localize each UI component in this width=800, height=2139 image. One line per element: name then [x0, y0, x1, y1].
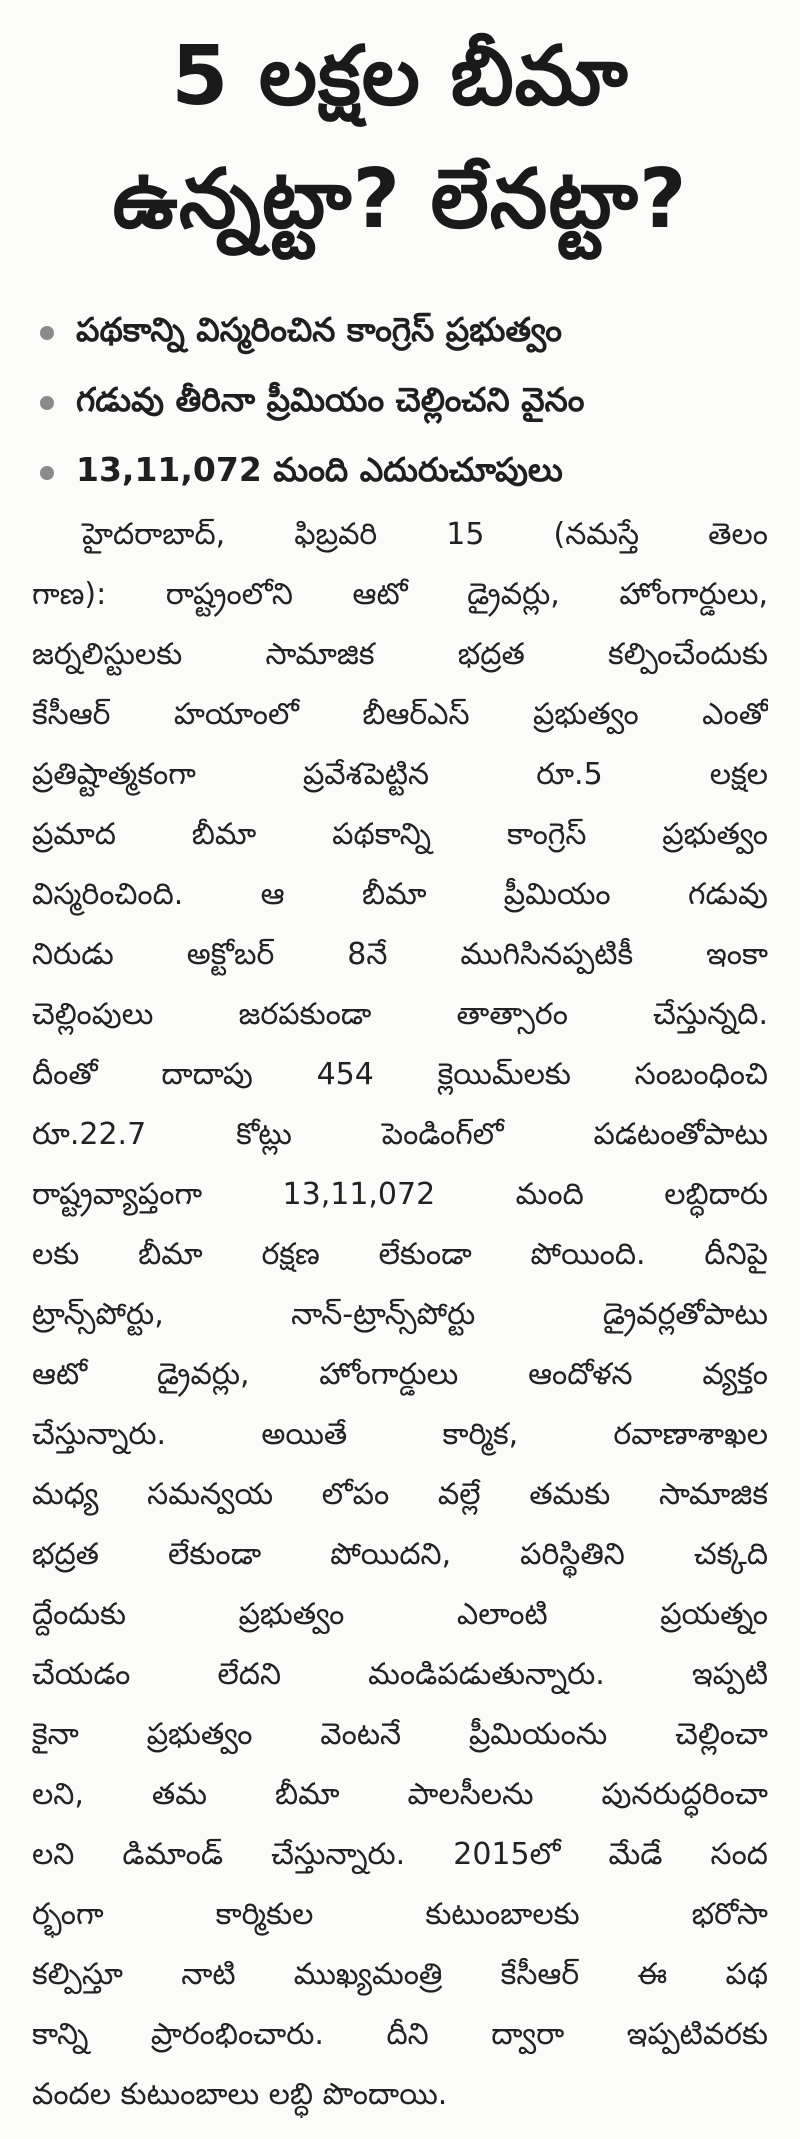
subheadline-text: గడువు తీరినా ప్రీమియం చెల్లించని వైనం: [76, 379, 585, 419]
headline-line-1: 5 లక్షల బీమా: [171, 29, 629, 124]
article-line: కాన్ని ప్రారంభించారు. దీని ద్వారా ఇప్పటివరకు: [32, 2017, 768, 2052]
article-line: ర్భంగా కార్మికుల కుటుంబాలకు భరోసా: [32, 1897, 768, 1932]
article-line: చేస్తున్నారు. అయితే కార్మిక, రవాణాశాఖల: [32, 1417, 768, 1452]
article-line: ప్రతిష్టాత్మకంగా ప్రవేశపెట్టిన రూ.5 లక్షల: [32, 757, 768, 792]
article-line: జర్నలిస్టులకు సామాజిక భద్రత కల్పించేందుకు: [32, 637, 768, 672]
subheadline-item: [40, 438, 770, 508]
subheadline-list: [40, 298, 770, 508]
bullet-icon: [40, 326, 54, 340]
article-line: లని డిమాండ్ చేస్తున్నారు. 2015లో మేడే సంద: [32, 1837, 768, 1872]
article-line: రూ.22.7 కోట్లు పెండింగ్‌లో పడటంతోపాటు: [32, 1117, 768, 1152]
article-line: గాణ): రాష్ట్రంలోని ఆటో డ్రైవర్లు, హోంగార్డులు,: [32, 577, 768, 612]
article-line: హైదరాబాద్, ఫిబ్రవరి 15 (నమస్తే తెలం: [82, 517, 768, 552]
subheadline-text: 13,11,072 మంది ఎదురుచూపులు: [76, 449, 563, 489]
article-line: కైనా ప్రభుత్వం వెంటనే ప్రీమియంను చెల్లించా: [32, 1717, 768, 1752]
bullet-icon: [40, 466, 54, 480]
article-line: మధ్య సమన్వయ లోపం వల్లే తమకు సామాజిక: [32, 1477, 768, 1512]
article-line: చేయడం లేదని మండిపడుతున్నారు. ఇప్పటి: [32, 1657, 768, 1692]
article-line: నిరుడు అక్టోబర్ 8నే ముగిసినప్పటికీ ఇంకా: [32, 937, 768, 972]
article-line: ద్దేందుకు ప్రభుత్వం ఎలాంటి ప్రయత్నం: [32, 1597, 768, 1632]
headline-line-2: ఉన్నట్టా? లేనట్టా?: [112, 152, 688, 247]
article-line: ట్రాన్స్‌పోర్టు, నాన్-ట్రాన్స్‌పోర్టు డ్రైవర్లతోపాటు: [32, 1297, 768, 1332]
article-line: విస్మరించింది. ఆ బీమా ప్రీమియం గడువు: [32, 877, 768, 912]
article-line: ప్రమాద బీమా పథకాన్ని కాంగ్రెస్ ప్రభుత్వం: [32, 817, 768, 852]
article-line: లని, తమ బీమా పాలసీలను పునరుద్ధరించా: [32, 1777, 768, 1812]
article-line: కేసీఆర్ హయాంలో బీఆర్ఎస్ ప్రభుత్వం ఎంతో: [32, 697, 768, 732]
article-line: రాష్ట్రవ్యాప్తంగా 13,11,072 మంది లబ్ధిదారు: [32, 1177, 768, 1212]
subheadline-item: [40, 298, 770, 368]
article-line: చెల్లింపులు జరపకుండా తాత్సారం చేస్తున్నది.: [32, 997, 768, 1032]
article-line: వందల కుటుంబాలు లబ్ధి పొందాయి.: [32, 2077, 448, 2112]
subheadline-text: పథకాన్ని విస్మరించిన కాంగ్రెస్ ప్రభుత్వం: [76, 309, 563, 349]
article-line: దీంతో దాదాపు 454 క్లెయిమ్‌లకు సంబంధించి: [32, 1057, 768, 1092]
subheadline-item: [40, 368, 770, 438]
article-line: కల్పిస్తూ నాటి ముఖ్యమంత్రి కేసీఆర్ ఈ పథ: [32, 1957, 768, 1992]
article-body: [32, 505, 768, 2125]
article-line: భద్రత లేకుండా పోయిదని, పరిస్థితిని చక్కది: [32, 1537, 768, 1572]
article-line: ఆటో డ్రైవర్లు, హోంగార్డులు ఆందోళన వ్యక్తం: [32, 1357, 768, 1392]
bullet-icon: [40, 396, 54, 410]
article-line: లకు బీమా రక్షణ లేకుండా పోయింది. దీనిపై: [32, 1237, 768, 1272]
